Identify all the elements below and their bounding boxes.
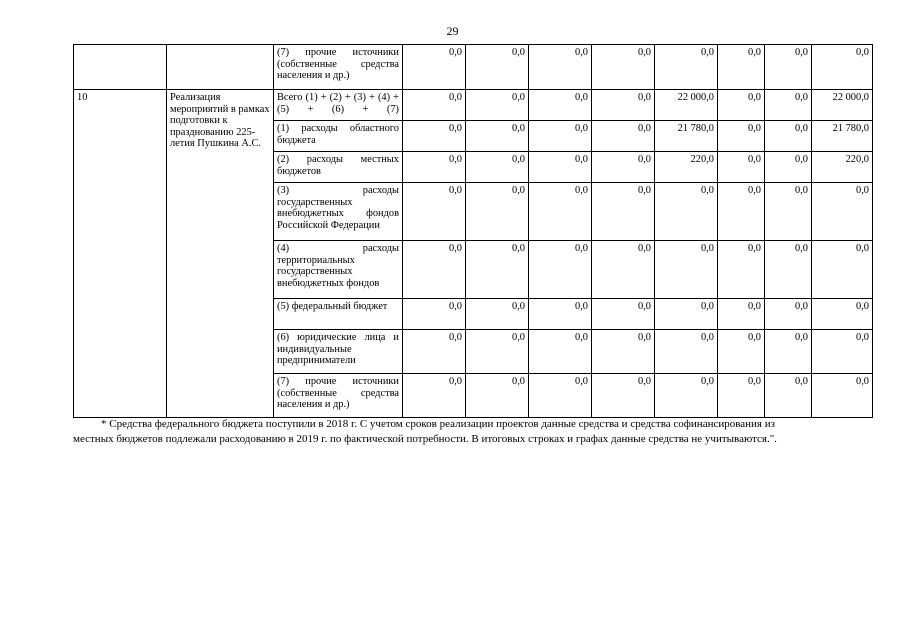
value-cell: 0,0 xyxy=(529,183,592,241)
value-cell: 0,0 xyxy=(592,152,655,183)
value-cell: 0,0 xyxy=(718,374,765,418)
value-cell: 0,0 xyxy=(403,90,466,121)
value-cell: 21 780,0 xyxy=(812,121,873,152)
source-cell: (2) расходы местных бюджетов xyxy=(274,152,403,183)
value-cell: 220,0 xyxy=(812,152,873,183)
value-cell: 0,0 xyxy=(718,299,765,330)
footnote xyxy=(73,417,862,447)
value-cell: 0,0 xyxy=(718,45,765,90)
value-cell: 0,0 xyxy=(765,45,812,90)
value-cell: 0,0 xyxy=(466,330,529,374)
value-cell: 0,0 xyxy=(718,121,765,152)
page-number: 29 xyxy=(446,24,459,38)
value-cell: 0,0 xyxy=(718,241,765,299)
source-cell: (6) юридические лица и индивидуальные предприниматели xyxy=(274,330,403,374)
source-cell: (1) расходы областного бюджета xyxy=(274,121,403,152)
source-cell: Всего (1) + (2) + (3) + (4) + (5) + (6) + (7) xyxy=(274,90,403,121)
budget-table xyxy=(73,44,873,418)
source-cell: (5) федеральный бюджет xyxy=(274,299,403,330)
empty-name-cell xyxy=(167,45,274,90)
source-cell: (7) прочие источники (собственные средства населения и др.) xyxy=(274,374,403,418)
value-cell: 0,0 xyxy=(592,330,655,374)
value-cell: 0,0 xyxy=(812,299,873,330)
value-cell: 0,0 xyxy=(403,152,466,183)
value-cell: 0,0 xyxy=(592,45,655,90)
value-cell: 0,0 xyxy=(765,90,812,121)
value-cell: 0,0 xyxy=(812,374,873,418)
value-cell: 0,0 xyxy=(529,241,592,299)
table-row xyxy=(74,90,873,121)
item-number-cell: 10 xyxy=(74,90,167,418)
value-cell: 0,0 xyxy=(765,330,812,374)
value-cell: 0,0 xyxy=(529,374,592,418)
value-cell: 0,0 xyxy=(765,374,812,418)
value-cell: 0,0 xyxy=(765,183,812,241)
value-cell: 220,0 xyxy=(655,152,718,183)
value-cell: 0,0 xyxy=(765,299,812,330)
value-cell: 0,0 xyxy=(466,299,529,330)
value-cell: 21 780,0 xyxy=(655,121,718,152)
value-cell: 0,0 xyxy=(466,152,529,183)
value-cell: 0,0 xyxy=(529,299,592,330)
value-cell: 0,0 xyxy=(592,299,655,330)
value-cell: 0,0 xyxy=(655,183,718,241)
value-cell: 0,0 xyxy=(466,90,529,121)
value-cell: 0,0 xyxy=(466,121,529,152)
value-cell: 0,0 xyxy=(592,90,655,121)
value-cell: 0,0 xyxy=(403,374,466,418)
empty-number-cell xyxy=(74,45,167,90)
value-cell: 0,0 xyxy=(718,152,765,183)
value-cell: 0,0 xyxy=(466,45,529,90)
source-cell: (3) расходы государственных внебюджетных фондов Российской Федерации xyxy=(274,183,403,241)
value-cell: 0,0 xyxy=(765,241,812,299)
value-cell: 0,0 xyxy=(812,330,873,374)
value-cell: 0,0 xyxy=(765,152,812,183)
footnote-line: * Средства федерального бюджета поступили в 2018 г. С учетом сроков реализации проектов данные средства и средства софинансирования из xyxy=(101,418,775,430)
value-cell: 0,0 xyxy=(403,121,466,152)
source-cell: (7) прочие источники (собственные средства населения и др.) xyxy=(274,45,403,90)
value-cell: 0,0 xyxy=(655,241,718,299)
value-cell: 0,0 xyxy=(718,183,765,241)
value-cell: 22 000,0 xyxy=(812,90,873,121)
value-cell: 0,0 xyxy=(592,374,655,418)
value-cell: 0,0 xyxy=(655,45,718,90)
value-cell: 0,0 xyxy=(655,299,718,330)
value-cell: 0,0 xyxy=(592,183,655,241)
value-cell: 0,0 xyxy=(655,374,718,418)
source-cell: (4) расходы территориальных государственных внебюджетных фондов xyxy=(274,241,403,299)
value-cell: 0,0 xyxy=(466,241,529,299)
value-cell: 0,0 xyxy=(812,183,873,241)
value-cell: 0,0 xyxy=(403,45,466,90)
table-row xyxy=(74,45,873,90)
value-cell: 0,0 xyxy=(466,374,529,418)
value-cell: 0,0 xyxy=(529,330,592,374)
value-cell: 0,0 xyxy=(592,121,655,152)
value-cell: 0,0 xyxy=(403,299,466,330)
value-cell: 0,0 xyxy=(655,330,718,374)
value-cell: 0,0 xyxy=(765,121,812,152)
item-name-cell: Реализация мероприятий в рамках подготовки к празднованию 225-летия Пушкина А.С. xyxy=(167,90,274,418)
value-cell: 0,0 xyxy=(529,121,592,152)
value-cell: 0,0 xyxy=(529,90,592,121)
value-cell: 0,0 xyxy=(403,330,466,374)
value-cell: 0,0 xyxy=(403,183,466,241)
value-cell: 0,0 xyxy=(529,152,592,183)
value-cell: 0,0 xyxy=(592,241,655,299)
value-cell: 0,0 xyxy=(403,241,466,299)
value-cell: 0,0 xyxy=(718,90,765,121)
value-cell: 0,0 xyxy=(466,183,529,241)
value-cell: 0,0 xyxy=(718,330,765,374)
value-cell: 0,0 xyxy=(812,45,873,90)
value-cell: 0,0 xyxy=(529,45,592,90)
value-cell: 0,0 xyxy=(812,241,873,299)
value-cell: 22 000,0 xyxy=(655,90,718,121)
footnote-line: местных бюджетов подлежали расходованию в 2019 г. по фактической потребности. В итоговых строках и графах данные средства не учитываются.". xyxy=(73,433,777,445)
